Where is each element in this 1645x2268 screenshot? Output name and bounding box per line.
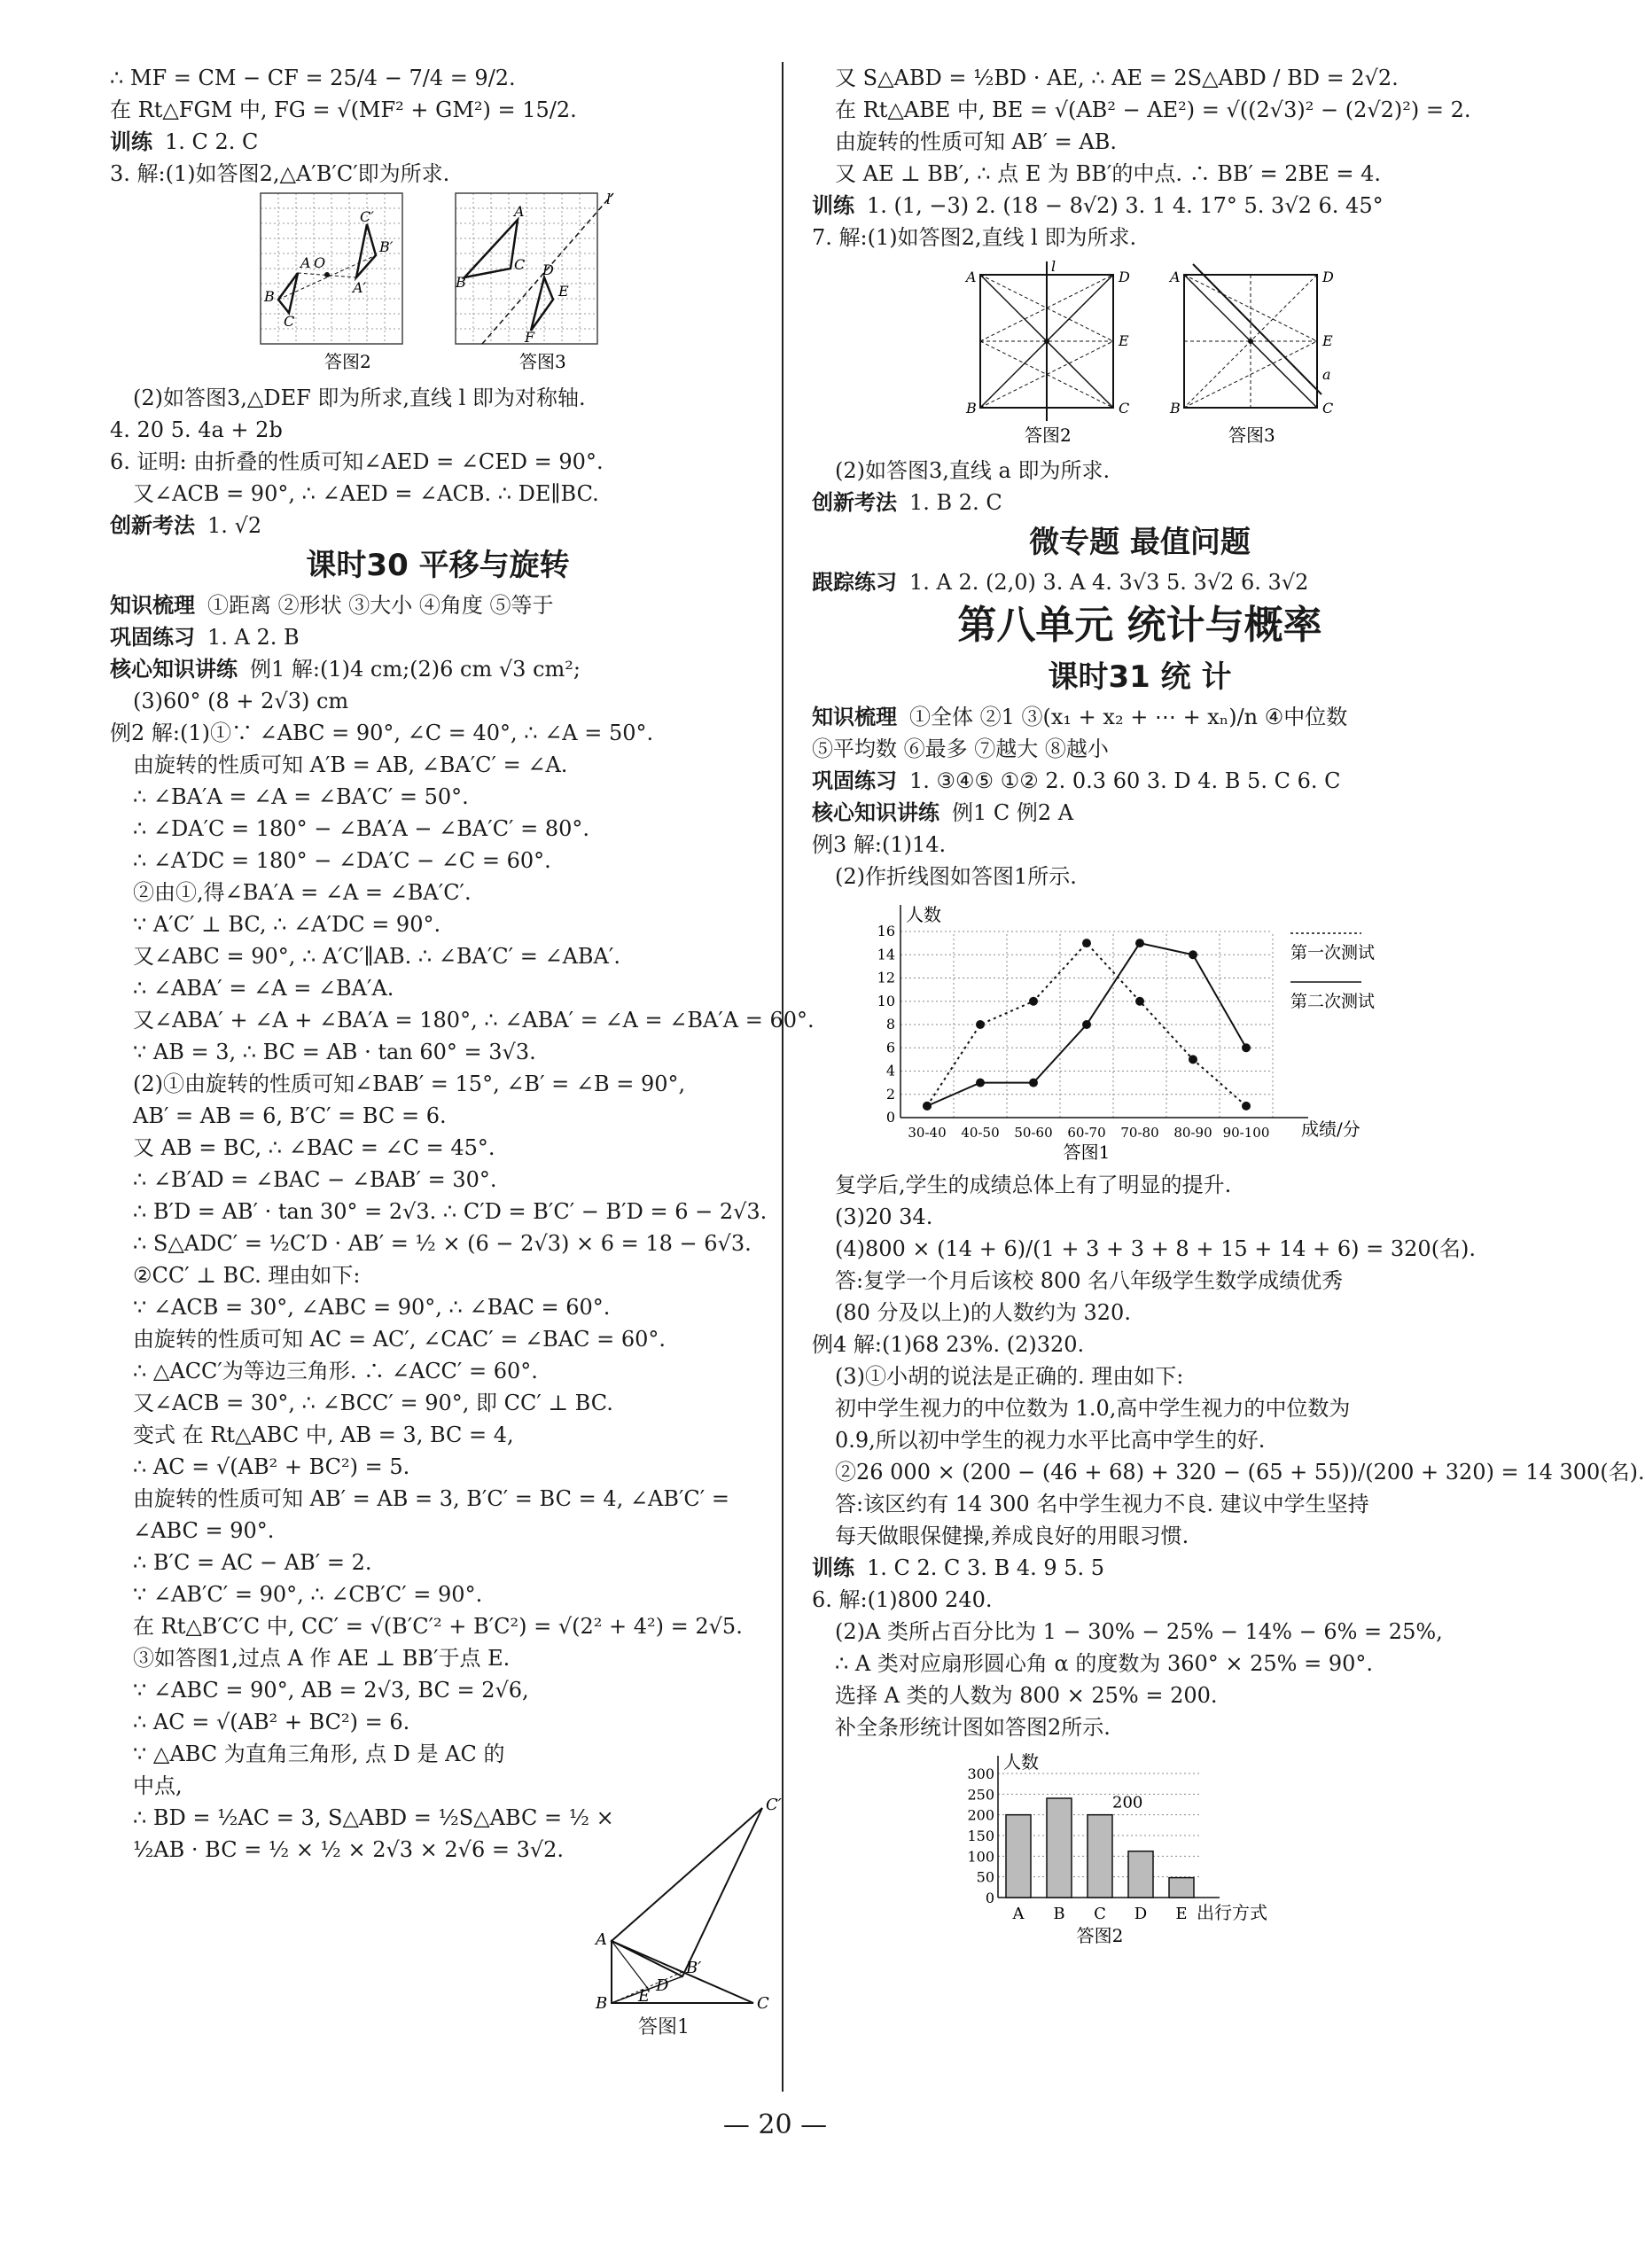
line-content: 又∠ABC = 90°, ∴ A′C′∥AB. ∴ ∠BA′C′ = ∠ABA′. [133, 944, 620, 969]
sq2-caption: 答图2 [1025, 425, 1072, 446]
svg-text:l: l [606, 191, 612, 207]
line-content: ∴ S△ADC′ = ½C′D · AB′ = ½ × (6 − 2√3) × 6 = 18 − 6√3. [133, 1231, 752, 1256]
svg-text:E: E [558, 283, 569, 300]
line-content: (2)A 类所占百分比为 1 − 30% − 25% − 14% − 6% = 25%, [835, 1619, 1443, 1644]
x-tick-label: 70-80 [1120, 1125, 1159, 1141]
line-content: ③如答图1,过点 A 作 AE ⊥ BB′于点 E. [133, 1646, 511, 1671]
line-content: 例1 解:(1)4 cm;(2)6 cm √3 cm²; [250, 657, 581, 682]
svg-text:E: E [638, 1987, 651, 2006]
line-content: 每天做眼保健操,养成良好的用眼习惯. [835, 1524, 1189, 1548]
line-content: 在 Rt△ABE 中, BE = √(AB² − AE²) = √((2√3)² − (2√2)²) = 2. [835, 97, 1471, 122]
left-text-line [110, 1738, 576, 1770]
line-content: ∴ A 类对应扇形圆心角 α 的度数为 360° × 25% = 90°. [835, 1651, 1374, 1676]
left-text-line [110, 877, 766, 908]
line-content: 4. 20 5. 4a + 2b [110, 417, 283, 442]
left-text-line [110, 845, 766, 877]
line-content: ∵ ∠ACB = 30°, ∠ABC = 90°, ∴ ∠BAC = 60°. [133, 1295, 611, 1320]
svg-text:C′: C′ [766, 1796, 782, 1814]
line-content: 0.9,所以初中学生的视力水平比高中学生的好. [835, 1428, 1266, 1453]
grid-figures [110, 193, 766, 378]
line-content: ∵ ∠ABC = 90°, AB = 2√3, BC = 2√6, [133, 1678, 529, 1703]
svg-text:F: F [525, 329, 535, 346]
left-text-line [110, 621, 766, 653]
section-label: 跟踪练习 [812, 570, 897, 595]
bar-A [1006, 1815, 1031, 1898]
line-content: 选择 A 类的人数为 800 × 25% = 200. [835, 1683, 1218, 1708]
line-content: (2)①由旋转的性质可知∠BAB′ = 15°, ∠B′ = ∠B = 90°, [133, 1072, 686, 1096]
left-text-line [110, 478, 766, 510]
line-content: (3)20 34. [835, 1204, 933, 1229]
data-point [1242, 1102, 1251, 1111]
x-tick-label: D [1134, 1905, 1148, 1923]
x-tick-label: 30-40 [908, 1125, 947, 1141]
svg-text:A: A [966, 269, 977, 285]
svg-text:C: C [284, 313, 295, 330]
line-content: ½AB · BC = ½ × ½ × 2√3 × 2√6 = 3√2. [133, 1837, 565, 1862]
line-content: ∵ △ABC 为直角三角形, 点 D 是 AC 的 [133, 1742, 505, 1766]
right-text-line [812, 1680, 1468, 1711]
left-text-line [110, 94, 766, 126]
line-chart [812, 896, 1468, 1165]
right-text-line [812, 94, 1471, 126]
left-text-line [110, 972, 766, 1004]
x-axis-label: 成绩/分 [1301, 1118, 1360, 1140]
line-content: ∵ ∠AB′C′ = 90°, ∴ ∠CB′C′ = 90°. [133, 1582, 483, 1607]
svg-text:a: a [1322, 366, 1331, 383]
line-content: (2)如答图3,△DEF 即为所求,直线 l 即为对称轴. [133, 386, 586, 410]
svg-text:B: B [264, 288, 275, 305]
left-text-line [110, 1259, 766, 1291]
svg-text:l: l [1051, 258, 1056, 275]
data-point [1029, 1079, 1038, 1087]
right-heading: 微专题 最值问题 [1029, 525, 1251, 560]
svg-text:B: B [596, 1994, 608, 2013]
y-tick-label: 50 [976, 1868, 994, 1886]
line-content: 又 AE ⊥ BB′, ∴ 点 E 为 BB′的中点. ∴ BB′ = 2BE = 4. [835, 161, 1381, 186]
y-tick-label: 100 [967, 1848, 994, 1866]
right-text-line [812, 1711, 1468, 1743]
line-content: ②26 000 × (200 − (46 + 68) + 320 − (65 + 55))/(200 + 320) = 14 300(名). [835, 1460, 1645, 1485]
triangle-figure [585, 1790, 782, 2038]
legend-label: 第一次测试 [1290, 943, 1376, 963]
y-tick-label: 250 [967, 1786, 994, 1804]
y-tick-label: 150 [967, 1828, 994, 1844]
x-tick-label: 90-100 [1222, 1125, 1270, 1141]
line-content: 由旋转的性质可知 AB′ = AB = 3, B′C′ = BC = 4, ∠AB′C′ = [133, 1486, 729, 1511]
data-point [1189, 950, 1197, 959]
left-text-line [110, 62, 766, 94]
line-content: ∴ AC = √(AB² + BC²) = 5. [133, 1454, 410, 1479]
line-content: 1. A 2. B [207, 625, 300, 650]
line-content: 1. √2 [207, 513, 262, 538]
left-text-line [110, 653, 766, 685]
left-text-line [110, 1323, 766, 1355]
triangle-figure-svg [585, 1790, 780, 2012]
line-content: 1. C 2. C [165, 129, 259, 154]
section-label: 训练 [110, 129, 152, 154]
left-text-line [110, 685, 766, 717]
line-content: 在 Rt△FGM 中, FG = √(MF² + GM²) = 15/2. [110, 97, 577, 122]
right-text-line [812, 1201, 1468, 1233]
left-text-line [110, 1547, 766, 1578]
left-heading: 课时30 平移与旋转 [306, 548, 570, 583]
section-label: 巩固练习 [110, 625, 195, 650]
line-content: 又 AB = BC, ∴ ∠BAC = ∠C = 45°. [133, 1135, 495, 1160]
right-text-line [812, 1424, 1468, 1456]
section-label: 巩固练习 [812, 768, 897, 793]
x-tick-label: 60-70 [1067, 1125, 1106, 1141]
y-tick-label: 300 [967, 1765, 994, 1782]
line-content: (2)如答图3,直线 a 即为所求. [835, 458, 1111, 483]
line-content: (3)60° (8 + 2√3) cm [133, 689, 349, 713]
line-content: 1. B 2. C [909, 490, 1002, 515]
line-content: ∴ B′C = AC − AB′ = 2. [133, 1550, 372, 1575]
line-content: 6. 解:(1)800 240. [812, 1587, 993, 1612]
line-content: 答:复学一个月后该校 800 名八年级学生数学成绩优秀 [835, 1268, 1344, 1293]
right-text-line [812, 487, 1468, 518]
square-figure-2 [964, 258, 1130, 446]
line-content: ∠ABC = 90°. [133, 1518, 275, 1543]
left-text-line [110, 1515, 766, 1547]
left-text-line [110, 1004, 815, 1036]
line-content: 又∠ACB = 90°, ∴ ∠AED = ∠ACB. ∴ DE∥BC. [133, 481, 599, 506]
line-content: 中点, [133, 1773, 183, 1798]
left-text-line [110, 1291, 766, 1323]
y-tick-label: 8 [885, 1016, 895, 1033]
line-content: (80 分及以上)的人数约为 320. [835, 1300, 1131, 1325]
left-text-line [110, 1387, 766, 1419]
line-content: 又∠ABA′ + ∠A + ∠BA′A = 180°, ∴ ∠ABA′ = ∠A = ∠BA′A = 60°. [133, 1008, 815, 1033]
left-text-line [110, 1706, 576, 1738]
bar-E [1169, 1878, 1194, 1898]
line-content: 例1 C 例2 A [952, 800, 1074, 825]
line-content: 又 S△ABD = ½BD · AE, ∴ AE = 2S△ABD / BD = 2√2. [835, 66, 1399, 90]
line-content: 由旋转的性质可知 AC = AC′, ∠CAC′ = ∠BAC = 60°. [133, 1327, 667, 1352]
bar-chart [812, 1747, 1468, 1954]
chart-title: 答图1 [1063, 1142, 1111, 1163]
svg-text:B: B [1170, 400, 1181, 417]
svg-text:E: E [1322, 332, 1333, 349]
y-tick-label: 10 [877, 992, 895, 1009]
y-tick-label: 14 [877, 946, 895, 963]
triangle-caption: 答图1 [638, 2016, 690, 2038]
right-column [812, 62, 1645, 1958]
svg-text:C: C [757, 1994, 769, 2013]
y-tick-label: 0 [885, 1109, 895, 1126]
line-content: ②CC′ ⊥ BC. 理由如下: [133, 1263, 361, 1288]
left-text-line [110, 446, 766, 478]
line-content: ∴ ∠A′DC = 180° − ∠DA′C − ∠C = 60°. [133, 848, 551, 873]
line-content: ∴ ∠ABA′ = ∠A = ∠BA′A. [133, 976, 394, 1001]
left-text-line [110, 717, 766, 749]
svg-text:O: O [314, 254, 326, 271]
right-text-line [812, 829, 1468, 861]
section-label: 知识梳理 [812, 705, 897, 729]
data-point [1082, 1020, 1091, 1029]
line-content: ∵ AB = 3, ∴ BC = AB · tan 60° = 3√3. [133, 1040, 536, 1064]
line-content: 补全条形统计图如答图2所示. [835, 1715, 1111, 1740]
right-text-line [812, 1265, 1468, 1297]
svg-text:A′: A′ [353, 279, 367, 296]
right-text-line [812, 126, 1468, 158]
section-label: 知识梳理 [110, 593, 195, 618]
line-content: 1. (1, −3) 2. (18 − 8√2) 3. 1 4. 17° 5. 3√2 6. 45° [867, 193, 1384, 218]
right-text-line [812, 1648, 1468, 1680]
svg-text:A: A [1170, 269, 1181, 285]
y-tick-label: 12 [877, 969, 895, 986]
right-text-line [812, 222, 1468, 253]
data-point [1189, 1055, 1197, 1064]
right-text-line [812, 797, 1468, 829]
right-text-line [812, 1552, 1468, 1584]
left-text-line [110, 1100, 766, 1132]
y-tick-label: 2 [885, 1085, 895, 1103]
right-text-line [812, 62, 1468, 94]
line-content: AB′ = AB = 6, B′C′ = BC = 6. [133, 1103, 447, 1128]
square-figure-3 [1168, 264, 1334, 446]
svg-text:D: D [1322, 269, 1334, 285]
line-content: 复学后,学生的成绩总体上有了明显的提升. [835, 1173, 1232, 1197]
x-tick-label: 50-60 [1014, 1125, 1053, 1141]
right-text-line [812, 765, 1468, 797]
right-text-line [812, 455, 1468, 487]
svg-text:D: D [1119, 269, 1130, 285]
x-tick-label: A [1012, 1905, 1025, 1923]
left-text-line [110, 1578, 766, 1610]
left-text-line [110, 940, 766, 972]
line-content: ∴ ∠BA′A = ∠A = ∠BA′C′ = 50°. [133, 784, 469, 809]
line-content: 3. 解:(1)如答图2,△A′B′C′即为所求. [110, 161, 450, 186]
section-label: 创新考法 [812, 490, 897, 515]
left-text-line [110, 1196, 766, 1228]
line-content: ①全体 ②1 ③(x₁ + x₂ + ⋯ + xₙ)/n ④中位数 [909, 705, 1348, 729]
section-label: 创新考法 [110, 513, 195, 538]
legend-label: 第二次测试 [1290, 992, 1376, 1011]
left-text-line [110, 908, 766, 940]
right-text-line [812, 701, 1468, 733]
left-text-line [110, 1132, 766, 1164]
right-text-line [812, 566, 1468, 598]
data-point [923, 1102, 932, 1111]
bar-annotation: 200 [1112, 1793, 1143, 1812]
bar-D [1128, 1851, 1153, 1898]
line-content: 答:该区约有 14 300 名中学生视力不良. 建议中学生坚持 [835, 1492, 1369, 1516]
right-text-line [812, 1392, 1468, 1424]
right-text-line [812, 1233, 1477, 1265]
x-tick-label: E [1175, 1905, 1188, 1923]
right-text-line [812, 1584, 1468, 1616]
left-text-line [110, 813, 766, 845]
section-label: 训练 [812, 1555, 854, 1580]
grid-figure-3 [455, 191, 613, 372]
x-tick-label: B [1053, 1905, 1065, 1923]
left-text-line [110, 126, 766, 158]
svg-text:A: A [300, 254, 311, 271]
right-text-line [812, 158, 1468, 190]
line-content: 1. A 2. (2,0) 3. A 4. 3√3 5. 3√2 6. 3√2 [909, 570, 1309, 595]
line-content: ⑤平均数 ⑥最多 ⑦越大 ⑧越小 [812, 737, 1109, 761]
line-content: 由旋转的性质可知 AB′ = AB. [835, 129, 1118, 154]
data-point [976, 1079, 985, 1087]
right-text-line [812, 1488, 1468, 1520]
line-content: 初中学生视力的中位数为 1.0,高中学生视力的中位数为 [835, 1396, 1351, 1421]
chart-title: 答图2 [1076, 1925, 1124, 1946]
grid-figure-svg [261, 193, 633, 375]
bar-B [1047, 1798, 1072, 1898]
left-text-line [110, 1164, 766, 1196]
left-text-line [110, 414, 766, 446]
right-unit-heading: 第八单元 统计与概率 [957, 603, 1322, 648]
data-point [1135, 997, 1144, 1006]
line-content: 由旋转的性质可知 A′B = AB, ∠BA′C′ = ∠A. [133, 752, 568, 777]
right-text-line [812, 733, 1468, 765]
x-tick-label: 40-50 [961, 1125, 1000, 1141]
data-point [1242, 1043, 1251, 1052]
line-content: ∴ △ACC′为等边三角形. ∴ ∠ACC′ = 60°. [133, 1359, 538, 1383]
left-text-line [110, 1642, 576, 1674]
line-content: 又∠ACB = 30°, ∴ ∠BCC′ = 90°, 即 CC′ ⊥ BC. [133, 1391, 613, 1415]
right-text-line [812, 1169, 1468, 1201]
line-content: 7. 解:(1)如答图2,直线 l 即为所求. [812, 225, 1137, 250]
right-text-line [812, 1616, 1468, 1648]
line-content: 1. ③④⑤ ①② 2. 0.3 60 3. D 4. B 5. C 6. C [909, 768, 1341, 793]
left-text-line [110, 1610, 766, 1642]
data-point [1135, 939, 1144, 947]
bar-C [1088, 1815, 1112, 1898]
y-tick-label: 16 [877, 923, 895, 939]
svg-text:C: C [514, 256, 526, 273]
left-text-line [110, 749, 766, 781]
y-axis-label: 人数 [906, 904, 941, 925]
svg-text:B′: B′ [686, 1959, 702, 1977]
line-content: ∴ AC = √(AB² + BC²) = 6. [133, 1710, 410, 1734]
x-tick-label: 80-90 [1173, 1125, 1212, 1141]
y-tick-label: 200 [967, 1806, 994, 1824]
y-tick-label: 4 [885, 1062, 895, 1079]
line-content: 例4 解:(1)68 23%. (2)320. [812, 1332, 1085, 1357]
grid2-caption: 答图2 [324, 351, 371, 372]
left-column [110, 62, 815, 1866]
right-text-line [812, 1520, 1468, 1552]
y-tick-label: 0 [985, 1890, 994, 1906]
left-text-line [110, 1228, 766, 1259]
data-point [1082, 939, 1091, 947]
left-text-line [110, 1483, 766, 1515]
page-number: — 20 — [722, 2109, 828, 2140]
left-text-line [110, 1451, 766, 1483]
left-text-line [110, 1068, 766, 1100]
right-text-line [812, 1456, 1645, 1488]
right-text-line [812, 190, 1468, 222]
svg-text:B′: B′ [379, 238, 394, 255]
line-content: ∴ BD = ½AC = 3, S△ABD = ½S△ABC = ½ × [133, 1805, 614, 1830]
sq3-caption: 答图3 [1228, 425, 1275, 446]
left-text-line [110, 1674, 576, 1706]
right-text-line [812, 1360, 1468, 1392]
line-content: ∵ A′C′ ⊥ BC, ∴ ∠A′DC = 90°. [133, 912, 441, 937]
square-figure-svg [963, 257, 1353, 448]
line-content: (3)①小胡的说法是正确的. 理由如下: [835, 1364, 1184, 1389]
line-content: ∴ ∠B′AD = ∠BAC − ∠BAB′ = 30°. [133, 1167, 497, 1192]
square-figures [812, 257, 1468, 451]
line-content: ①距离 ②形状 ③大小 ④角度 ⑤等于 [207, 593, 554, 618]
y-tick-label: 6 [885, 1039, 895, 1056]
line-content: 在 Rt△B′C′C 中, CC′ = √(B′C′² + B′C²) = √(2² + 4²) = 2√5. [133, 1614, 743, 1639]
right-text-line [812, 1297, 1468, 1329]
line-content: (4)800 × (14 + 6)/(1 + 3 + 3 + 8 + 15 + 14 + 6) = 320(名). [835, 1236, 1477, 1261]
svg-text:B: B [966, 400, 977, 417]
line-content: 6. 证明: 由折叠的性质可知∠AED = ∠CED = 90°. [110, 449, 604, 474]
left-text-line [110, 382, 766, 414]
y-axis-label: 人数 [1003, 1751, 1039, 1773]
line-content: (2)作折线图如答图1所示. [835, 864, 1077, 889]
svg-text:C: C [1322, 400, 1334, 417]
column-divider [782, 62, 784, 2092]
x-axis-label: 出行方式 [1197, 1902, 1267, 1923]
right-text-line [812, 861, 1468, 892]
left-text-line [110, 1419, 766, 1451]
svg-text:A: A [514, 203, 525, 220]
svg-text:C: C [1119, 400, 1130, 417]
left-text-line [110, 1355, 766, 1387]
data-point [976, 1020, 985, 1029]
line-content: ∴ B′D = AB′ · tan 30° = 2√3. ∴ C′D = B′C′ − B′D = 6 − 2√3. [133, 1199, 768, 1224]
svg-text:C′: C′ [360, 208, 374, 225]
svg-text:E: E [1119, 332, 1129, 349]
section-label: 核心知识讲练 [812, 800, 939, 825]
data-point [1029, 997, 1038, 1006]
svg-text:A: A [596, 1930, 607, 1949]
line-content: 1. C 2. C 3. B 4. 9 5. 5 [867, 1555, 1105, 1580]
left-text-line [110, 510, 766, 542]
line-content: ∴ MF = CM − CF = 25/4 − 7/4 = 9/2. [110, 66, 516, 90]
bar-chart-svg [954, 1747, 1326, 1951]
right-text-line [812, 1329, 1468, 1360]
left-text-line [110, 1802, 614, 1834]
x-tick-label: C [1094, 1905, 1106, 1923]
svg-text:B: B [456, 274, 466, 291]
line-content: 例3 解:(1)14. [812, 832, 947, 857]
grid-figure-2 [261, 193, 402, 372]
left-text-line [110, 1036, 766, 1068]
grid3-caption: 答图3 [519, 351, 566, 372]
left-text-line [110, 781, 766, 813]
line-content: 变式 在 Rt△ABC 中, AB = 3, BC = 4, [133, 1422, 514, 1447]
line-chart-svg [847, 896, 1415, 1162]
section-label: 核心知识讲练 [110, 657, 238, 682]
section-label: 训练 [812, 193, 854, 218]
left-text-line [110, 158, 766, 190]
left-text-line [110, 589, 766, 621]
right-heading: 课时31 统 计 [1048, 659, 1232, 695]
line-content: ∴ ∠DA′C = 180° − ∠BA′A − ∠BA′C′ = 80°. [133, 816, 590, 841]
svg-text:D: D [656, 1976, 669, 1995]
left-text-line [110, 1770, 576, 1802]
line-content: 例2 解:(1)①∵ ∠ABC = 90°, ∠C = 40°, ∴ ∠A = 50°. [110, 721, 654, 745]
svg-text:D: D [542, 261, 554, 278]
line-content: ②由①,得∠BA′A = ∠A = ∠BA′C′. [133, 880, 472, 905]
